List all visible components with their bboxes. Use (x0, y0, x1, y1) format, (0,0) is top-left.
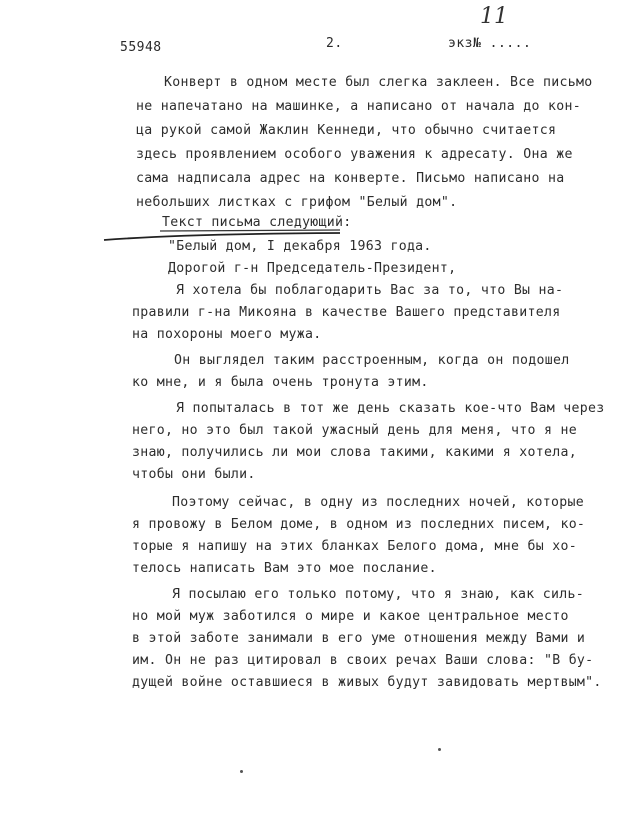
letter-line: него, но это был такой ужасный день для меня, что я не (132, 423, 577, 438)
intro-line: небольших листках с грифом "Белый дом". (136, 195, 458, 210)
letter-line: в этой заботе занимали в его уме отношения между Вами и (132, 631, 586, 646)
letter-line: я провожу в Белом доме, в одном из последних писем, ко- (132, 517, 586, 532)
intro-line: не напечатано на машинке, а написано от начала до кон- (136, 99, 581, 114)
intro-line: сама надписала адрес на конверте. Письмо написано на (136, 171, 565, 186)
letter-line: на похороны моего мужа. (132, 327, 322, 342)
intro-line: здесь проявлением особого уважения к адресату. Она же (136, 147, 573, 162)
letter-line: Поэтому сейчас, в одну из последних ночей, которые (172, 495, 584, 510)
letter-line: торые я напишу на этих бланках Белого дома, мне бы хо- (132, 539, 577, 554)
letter-line: "Белый дом, I декабря 1963 года. (168, 239, 432, 254)
scan-speck (438, 748, 441, 751)
letter-line: правили г-на Микояна в качестве Вашего представителя (132, 305, 561, 320)
section-heading: Текст письма следующий: (162, 215, 352, 230)
letter-line: Дорогой г-н Председатель-Президент, (168, 261, 457, 276)
page-number: 2. (326, 36, 343, 51)
copy-number-label: экз№ ..... (448, 36, 532, 51)
letter-line: но мой муж заботился о мире и какое центральное место (132, 609, 569, 624)
document-number: 55948 (120, 40, 162, 55)
letter-line: дущей войне оставшиеся в живых будут завидовать мертвым". (132, 675, 602, 690)
letter-line: им. Он не раз цитировал в своих речах Ваши слова: "В бу- (132, 653, 594, 668)
letter-line: чтобы они были. (132, 467, 256, 482)
intro-line: Конверт в одном месте был слегка заклеен. Все письмо (164, 75, 593, 90)
letter-line: Я хотела бы поблагодарить Вас за то, что Вы на- (176, 283, 564, 298)
letter-line: ко мне, и я была очень тронута этим. (132, 375, 429, 390)
letter-line: телось написать Вам это мое послание. (132, 561, 437, 576)
intro-line: ца рукой самой Жаклин Кеннеди, что обычно считается (136, 123, 557, 138)
letter-line: Я попыталась в тот же день сказать кое-что Вам через (176, 401, 605, 416)
letter-line: Он выглядел таким расстроенным, когда он подошел (174, 353, 570, 368)
letter-line: Я посылаю его только потому, что я знаю, как силь- (172, 587, 584, 602)
letter-line: знаю, получились ли мои слова такими, какими я хотела, (132, 445, 577, 460)
handwritten-page-mark: 11 (480, 4, 508, 29)
scan-speck (240, 770, 243, 773)
